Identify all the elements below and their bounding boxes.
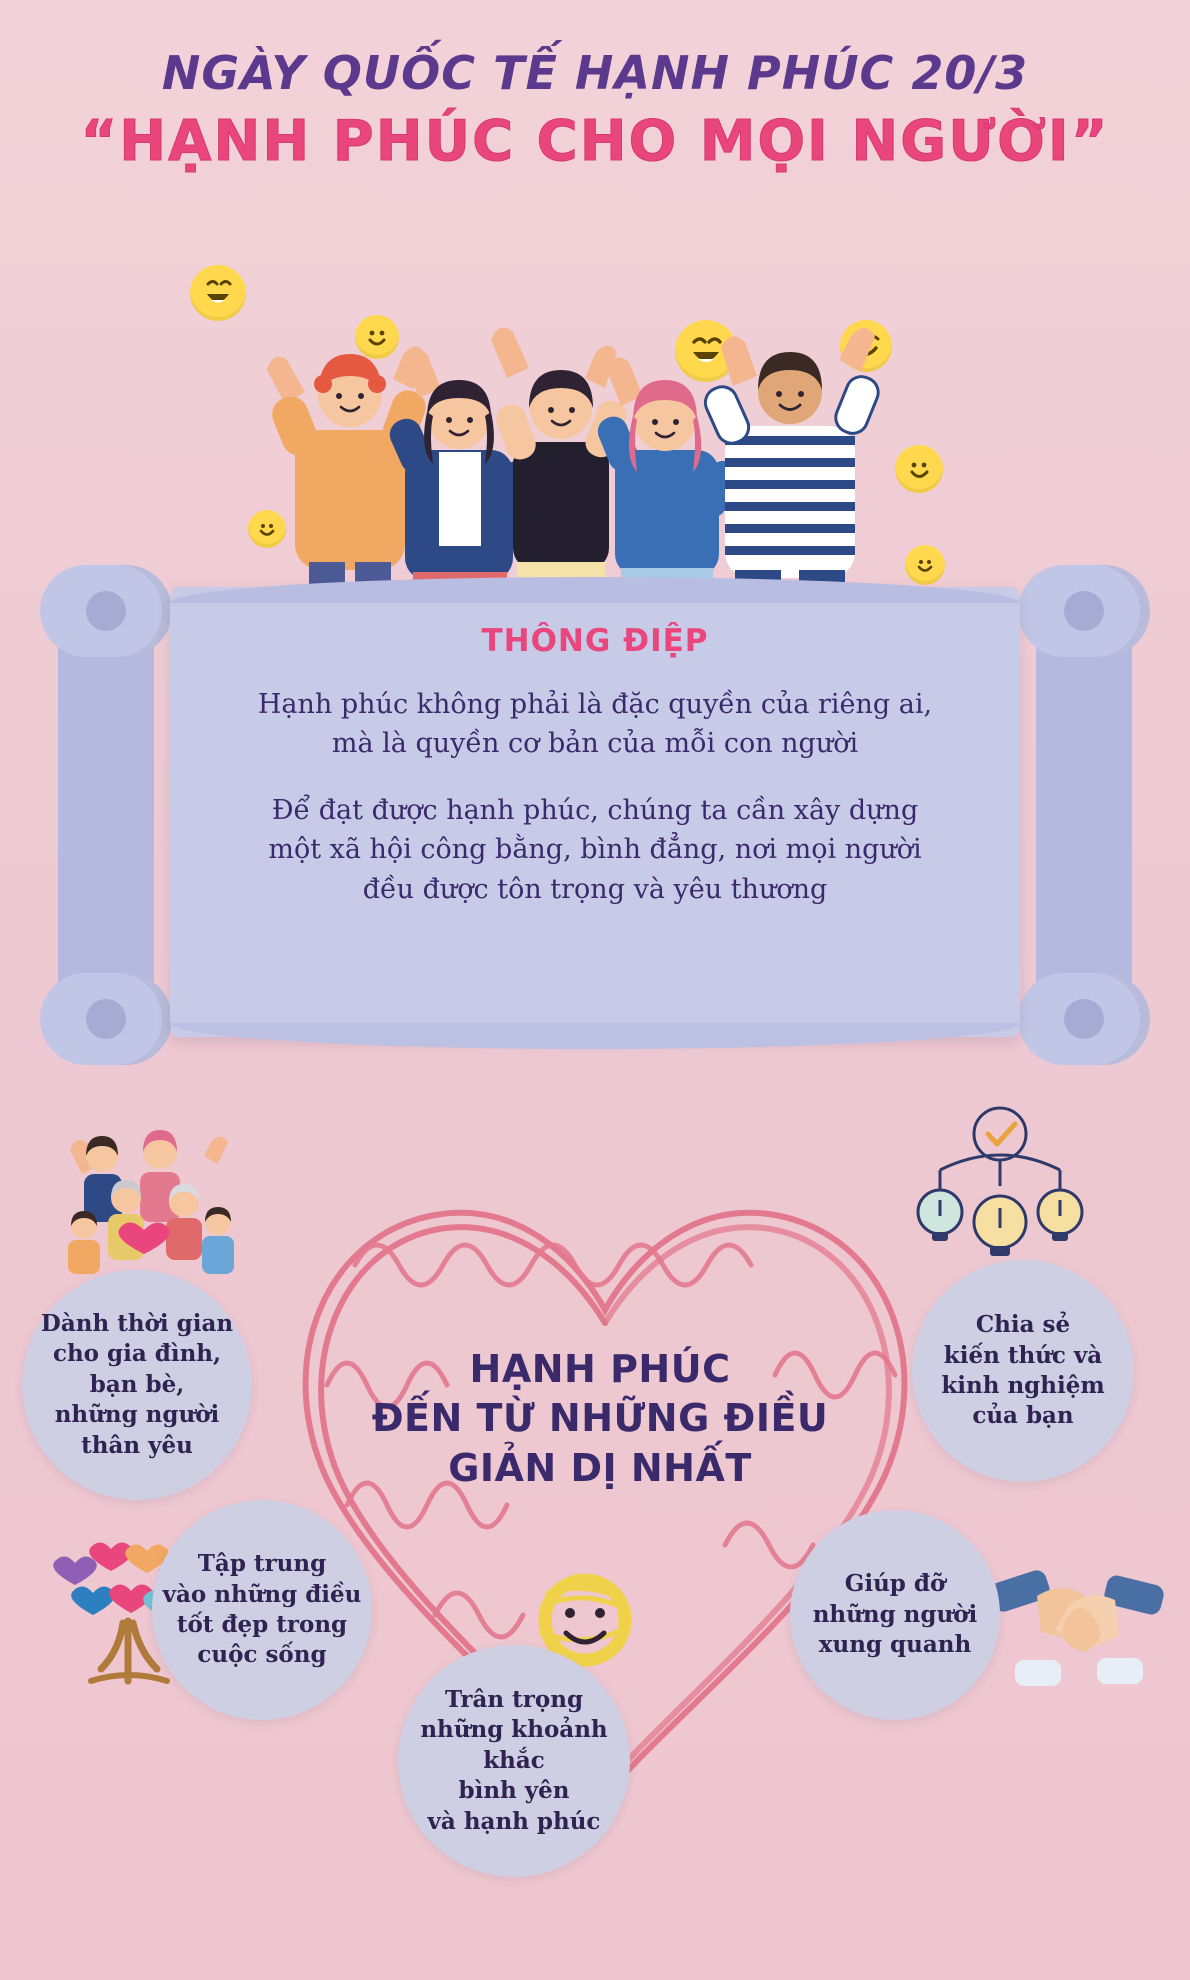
bubble-family-time [22, 1270, 252, 1500]
scroll-heading: THÔNG ĐIỆP [481, 623, 709, 659]
bubble-cherish-moments-line-1: Trân trọng [444, 1686, 584, 1714]
heart-center-line-2: ĐẾN TỪ NHỮNG ĐIỀU [371, 1396, 829, 1441]
bubble-help-others-line-1: Giúp đỡ [844, 1570, 946, 1598]
bubble-focus-good-line-1: Tập trung [197, 1550, 327, 1578]
heart-center-heading [330, 1345, 870, 1493]
bubble-help-others-line-3: xung quanh [818, 1631, 972, 1659]
bubble-share-knowledge [912, 1260, 1134, 1482]
message-scroll-banner [40, 565, 1150, 1085]
laughing-emoji [190, 265, 246, 321]
bubble-family-time-line-3: những người [54, 1401, 220, 1429]
page-title: NGÀY QUỐC TẾ HẠNH PHÚC 20/3 [161, 46, 1029, 100]
bubble-share-knowledge-line-2: kiến thức và [943, 1341, 1103, 1369]
scroll-paragraph-2-line-3: đều được tôn trọng và yêu thương [362, 873, 828, 905]
bubble-family-time-line-1: Dành thời gian [40, 1310, 234, 1338]
bubble-cherish-moments-line-3: bình yên [458, 1777, 570, 1805]
happiness-tips-section [0, 1090, 1190, 1980]
bubble-focus-good [152, 1500, 372, 1720]
bubble-family-time-line-4: thân yêu [81, 1431, 193, 1459]
bubble-cherish-moments [398, 1645, 630, 1877]
scroll-paragraph-2 [210, 791, 980, 908]
bubble-cherish-moments-line-4: và hạnh phúc [427, 1807, 601, 1835]
scroll-paragraph-2-line-1: Để đạt được hạnh phúc, chúng ta cần xây dựng [271, 795, 919, 827]
scroll-roll-right [1018, 565, 1150, 1065]
lightbulb-idea-illustration [900, 1100, 1100, 1280]
scroll-paragraph-1-line-1: Hạnh phúc không phải là đặc quyền của riêng ai, [257, 689, 933, 720]
bubble-help-others-line-2: những người [812, 1600, 978, 1628]
scroll-paragraph-1-line-2: mà là quyền cơ bản của mỗi con người [331, 728, 859, 760]
bubble-help-others [790, 1510, 1000, 1720]
bubble-focus-good-line-4: cuộc sống [197, 1641, 327, 1669]
page-subtitle: “HẠNH PHÚC CHO MỌI NGƯỜI” [80, 108, 1110, 174]
scroll-paragraph-2-line-2: một xã hội công bằng, bình đẳng, nơi mọi người [268, 834, 922, 866]
scroll-roll-left [40, 565, 172, 1065]
bubble-share-knowledge-line-4: của bạn [972, 1402, 1074, 1430]
heart-center-line-3: GIẢN DỊ NHẤT [448, 1445, 752, 1490]
poster-header [0, 46, 1190, 174]
scroll-paragraph-1 [210, 685, 980, 763]
bubble-cherish-moments-line-2: những khoảnh khắc [420, 1716, 608, 1774]
helping-hands-illustration [985, 1540, 1170, 1710]
heart-center-line-1: HẠNH PHÚC [469, 1347, 731, 1391]
bubble-share-knowledge-line-1: Chia sẻ [975, 1311, 1071, 1339]
scroll-content [210, 623, 980, 909]
bubble-family-time-line-2: cho gia đình, bạn bè, [52, 1340, 222, 1398]
bubble-focus-good-line-3: tốt đẹp trong [176, 1611, 348, 1638]
bubble-focus-good-line-2: vào những điều [162, 1580, 362, 1608]
family-illustration [40, 1110, 260, 1280]
bubble-share-knowledge-line-3: kinh nghiệm [941, 1372, 1105, 1399]
